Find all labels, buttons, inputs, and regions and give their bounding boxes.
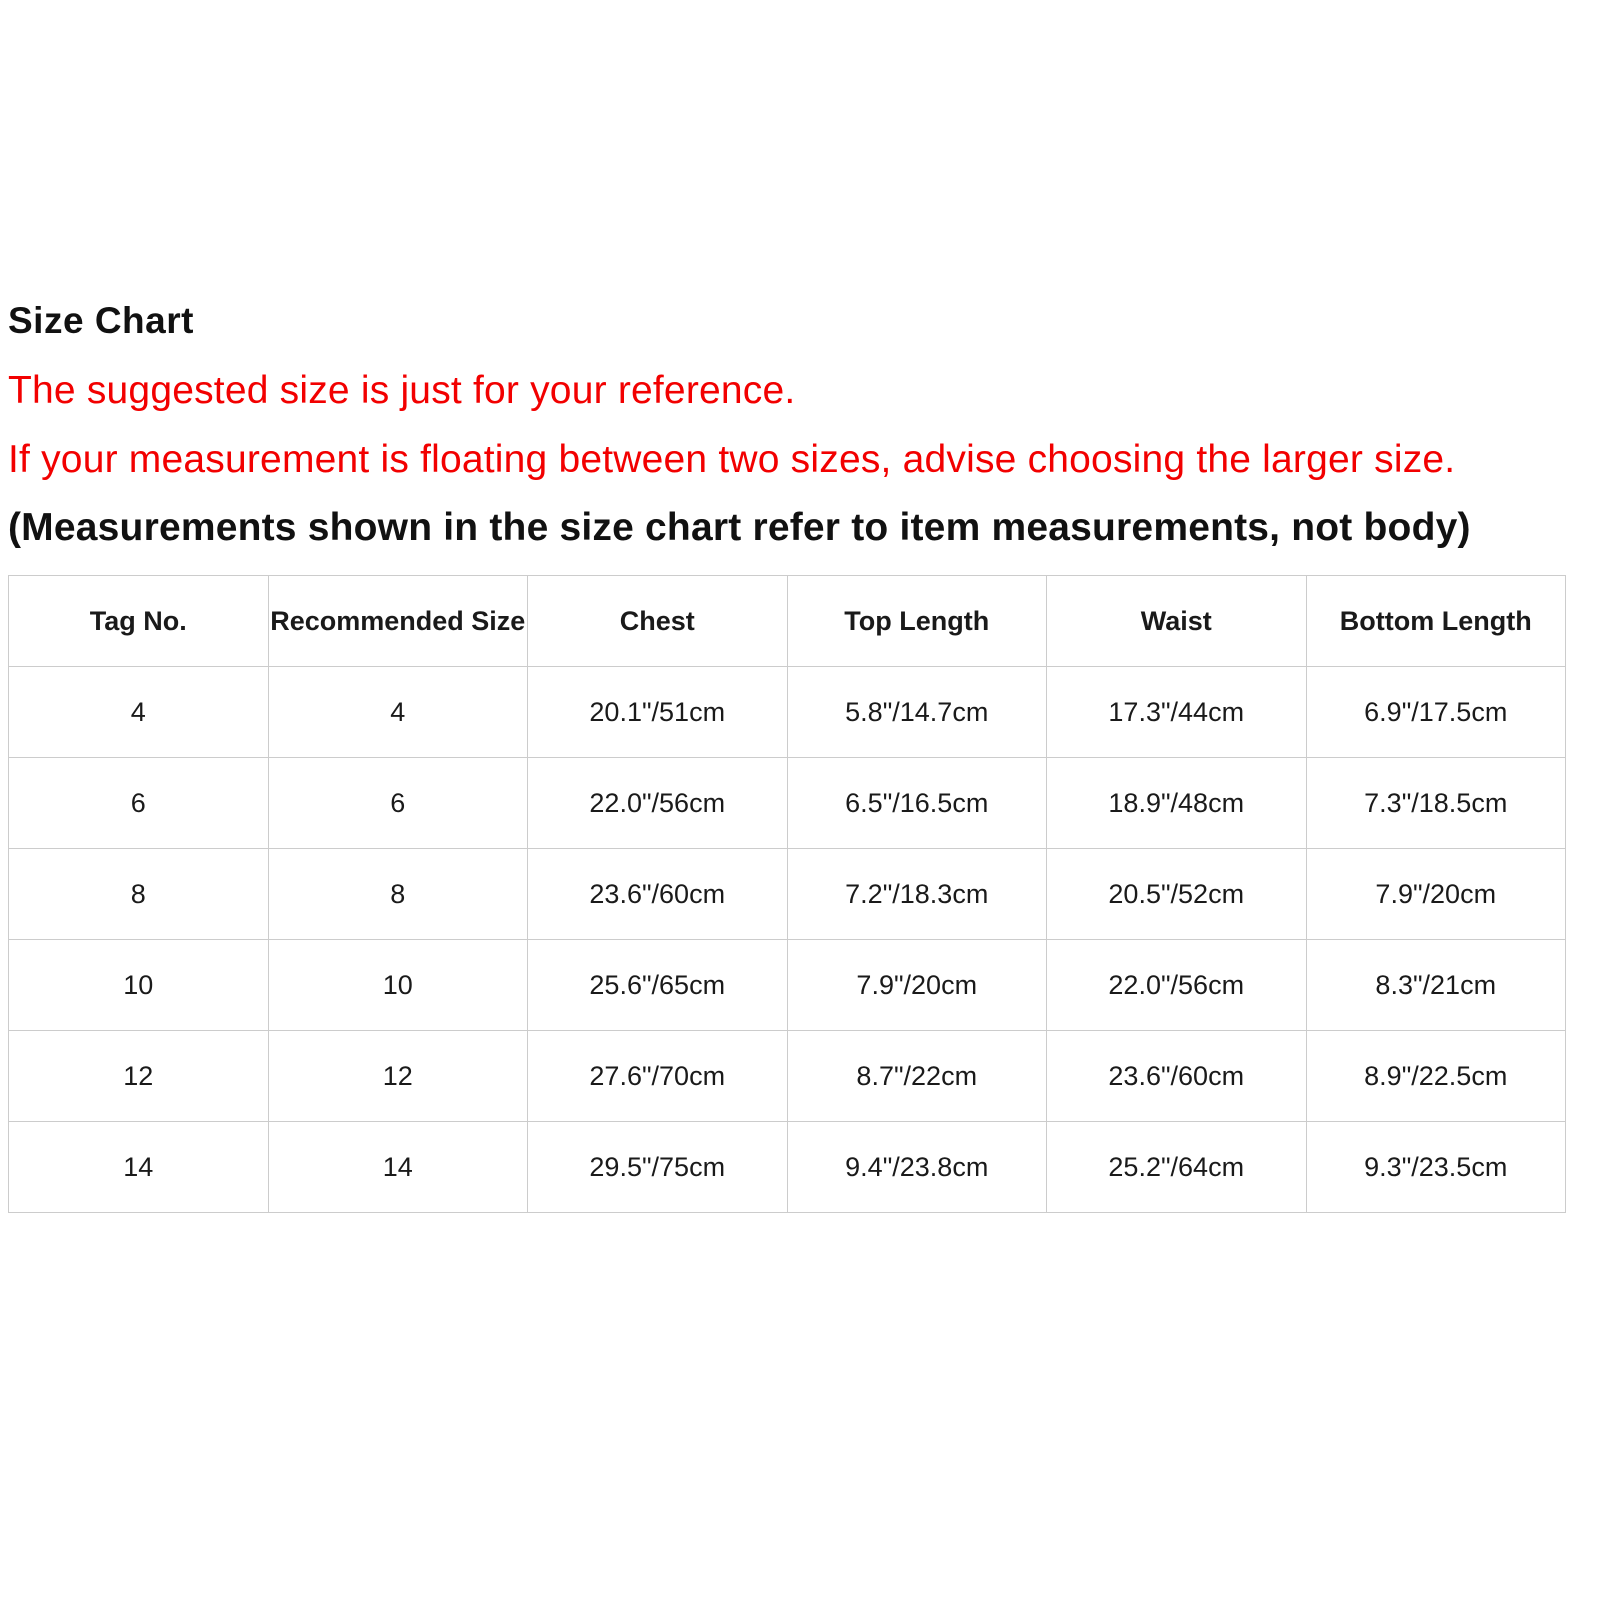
table-cell: 6: [268, 758, 528, 849]
table-cell: 20.1"/51cm: [528, 667, 788, 758]
table-cell: 20.5"/52cm: [1047, 849, 1307, 940]
measurement-disclaimer: (Measurements shown in the size chart refer to item measurements, not body): [8, 506, 1471, 549]
table-cell: 22.0"/56cm: [528, 758, 788, 849]
table-row: [9, 1122, 1566, 1213]
table-cell: 9.4"/23.8cm: [787, 1122, 1047, 1213]
table-cell: 29.5"/75cm: [528, 1122, 788, 1213]
size-table: [8, 575, 1566, 1213]
table-row: [9, 1031, 1566, 1122]
table-cell: 10: [9, 940, 269, 1031]
table-cell: 8.9"/22.5cm: [1306, 1031, 1566, 1122]
table-cell: 6: [9, 758, 269, 849]
size-table-body: [9, 667, 1566, 1213]
table-cell: 14: [268, 1122, 528, 1213]
column-header: Chest: [528, 576, 788, 667]
table-cell: 12: [9, 1031, 269, 1122]
column-header: Waist: [1047, 576, 1307, 667]
table-cell: 8.7"/22cm: [787, 1031, 1047, 1122]
table-cell: 6.5"/16.5cm: [787, 758, 1047, 849]
table-cell: 7.9"/20cm: [1306, 849, 1566, 940]
table-cell: 5.8"/14.7cm: [787, 667, 1047, 758]
table-cell: 22.0"/56cm: [1047, 940, 1307, 1031]
table-row: [9, 758, 1566, 849]
table-cell: 7.2"/18.3cm: [787, 849, 1047, 940]
table-cell: 27.6"/70cm: [528, 1031, 788, 1122]
reference-note: The suggested size is just for your reference.: [8, 369, 796, 412]
table-cell: 9.3"/23.5cm: [1306, 1122, 1566, 1213]
table-cell: 8.3"/21cm: [1306, 940, 1566, 1031]
table-cell: 8: [9, 849, 269, 940]
table-cell: 25.2"/64cm: [1047, 1122, 1307, 1213]
column-header: Top Length: [787, 576, 1047, 667]
table-cell: 23.6"/60cm: [1047, 1031, 1307, 1122]
table-cell: 18.9"/48cm: [1047, 758, 1307, 849]
table-row: [9, 940, 1566, 1031]
table-cell: 14: [9, 1122, 269, 1213]
table-cell: 7.9"/20cm: [787, 940, 1047, 1031]
table-cell: 4: [268, 667, 528, 758]
page-title: Size Chart: [8, 300, 194, 341]
header-row: [9, 576, 1566, 667]
table-cell: 8: [268, 849, 528, 940]
column-header: Tag No.: [9, 576, 269, 667]
table-cell: 6.9"/17.5cm: [1306, 667, 1566, 758]
table-cell: 7.3"/18.5cm: [1306, 758, 1566, 849]
size-table-header: [9, 576, 1566, 667]
sizing-advice-note: If your measurement is floating between two sizes, advise choosing the larger size.: [8, 438, 1456, 481]
table-cell: 12: [268, 1031, 528, 1122]
table-cell: 25.6"/65cm: [528, 940, 788, 1031]
column-header: Bottom Length: [1306, 576, 1566, 667]
table-cell: 17.3"/44cm: [1047, 667, 1307, 758]
table-cell: 23.6"/60cm: [528, 849, 788, 940]
table-cell: 10: [268, 940, 528, 1031]
column-header: Recommended Size: [268, 576, 528, 667]
table-cell: 4: [9, 667, 269, 758]
table-row: [9, 667, 1566, 758]
table-row: [9, 849, 1566, 940]
